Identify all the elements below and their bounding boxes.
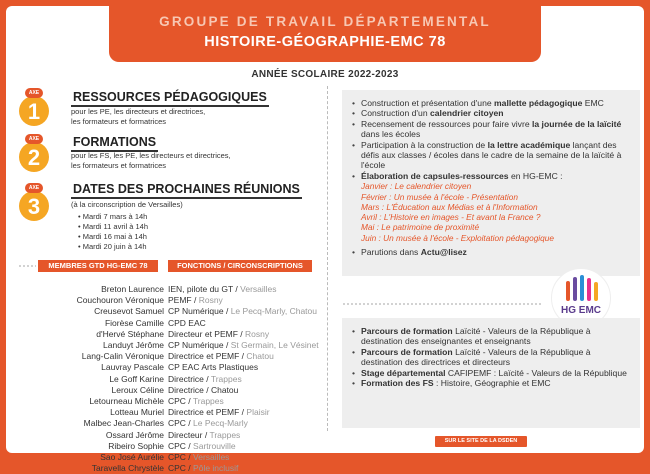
member-name: d'Hervé Stéphane: [96, 328, 164, 339]
member-function: [168, 351, 328, 362]
axe-label: AXE: [25, 134, 43, 144]
function-label: CP Numérique /: [168, 340, 229, 351]
axe-number: 2: [27, 145, 41, 170]
poster-card: [6, 6, 644, 474]
bullet-item: [352, 171, 632, 181]
bullet-bold: Élaboration de capsules-ressources: [361, 170, 509, 181]
functions-header: FONCTIONS / CIRCONSCRIPTIONS: [168, 260, 312, 272]
member-function: [168, 295, 328, 306]
bullet-item: [352, 378, 632, 388]
axe-1-title: RESSOURCES PÉDAGOGIQUES: [71, 90, 269, 107]
axe-1-badge: [19, 90, 49, 126]
raised-hands-icon: [552, 269, 610, 309]
axe-2-badge: [19, 136, 49, 172]
circonscription-label: Le Pecq-Marly, Chatou: [230, 306, 318, 317]
axe-number: 3: [27, 194, 41, 219]
bullet-bold: calendrier citoyen: [430, 108, 504, 119]
axe-1-text-line: pour les PE, les directeurs et directrices,: [71, 107, 206, 116]
axe-2-text: [71, 151, 231, 171]
bullet-text: Construction et présentation d'une: [361, 98, 495, 108]
axe-number: 1: [27, 99, 41, 124]
member-function: [168, 430, 328, 441]
member-function: [168, 396, 328, 407]
member-function: [168, 463, 328, 474]
function-label: CPD EAC: [168, 317, 206, 328]
function-label: CP Numérique /: [168, 306, 229, 317]
member-name: Sao José Aurélie: [100, 452, 164, 463]
capsule-item: Avril : L'Histoire en images - Et avant la France ?: [361, 212, 541, 223]
function-label: Directrice et PEMF /: [168, 351, 245, 362]
dotted-divider: [342, 302, 542, 306]
bullet-item: [352, 108, 632, 118]
bullet-bold: la lettre académique: [487, 139, 571, 150]
bullet-text: dans les écoles: [361, 129, 421, 140]
function-label: CPC /: [168, 463, 191, 474]
dsden-site-button[interactable]: SUR LE SITE DE LA DSDEN: [435, 436, 527, 447]
member-function: [168, 329, 328, 340]
circonscription-label: Sartrouville: [193, 440, 236, 451]
logo-text: HG EMC: [561, 305, 601, 316]
dotted-divider: [18, 264, 36, 268]
member-function: [168, 452, 328, 463]
function-label: CP EAC Arts Plastiques: [168, 362, 259, 373]
function-label: Directrice et PEMF /: [168, 407, 245, 418]
date-item: • Mardi 11 avril à 14h: [78, 222, 148, 232]
circonscription-label: Trappes: [210, 373, 242, 384]
title-banner: [109, 6, 541, 62]
member-name: Fiorèse Camille: [104, 317, 164, 328]
member-name: Taravella Chrystèle: [91, 463, 164, 474]
bullet-bold: Formation des FS: [361, 378, 434, 389]
capsule-item: Février : Un musée à l'école - Présentation: [361, 191, 518, 202]
members-column: [18, 284, 164, 474]
bullet-bold: mallette pédagogique: [494, 98, 583, 108]
member-name: Lauvray Pascale: [101, 362, 164, 373]
resources-panel: [342, 90, 640, 276]
member-name: Creusevot Samuel: [94, 306, 164, 317]
formations-list: [342, 318, 640, 388]
member-function: [168, 284, 328, 295]
circonscription-label: Chatou: [246, 351, 274, 362]
member-name: Letourneau Michèle: [89, 396, 164, 407]
axe-1-text: [71, 107, 205, 127]
meeting-dates: [78, 212, 148, 252]
axe-3-badge: [19, 185, 49, 221]
bullet-bold: Parcours de formation: [361, 326, 453, 336]
bullet-item: [352, 140, 632, 171]
bullet-bold: Stage départemental: [361, 367, 446, 378]
member-name: Ossard Jérôme: [105, 429, 164, 440]
member-function: [168, 340, 328, 351]
bullet-item: [352, 247, 632, 257]
bullet-text: Participation à la construction de: [361, 139, 488, 150]
bullet-item: [352, 347, 632, 368]
axe-label: AXE: [25, 88, 43, 98]
member-function: [168, 306, 328, 317]
capsule-item: Juin : Un musée à l'école - Exploitation pédagogique: [361, 232, 554, 243]
members-header: MEMBRES GTD HG-EMC 78: [38, 260, 158, 272]
function-label: CPC /: [168, 452, 191, 463]
function-label: Directeur /: [168, 429, 208, 440]
axe-label: AXE: [25, 183, 43, 193]
member-function: [168, 362, 328, 373]
axe-1-text-line: les formateurs et formatrices: [71, 117, 167, 126]
circonscription-label: St Germain, Le Vésinet: [230, 340, 319, 351]
title-line-1: GROUPE DE TRAVAIL DÉPARTEMENTAL: [159, 14, 491, 29]
circonscription-label: Rosny: [245, 328, 270, 339]
bullet-text: EMC: [582, 98, 604, 108]
bullet-text: Laïcité - Valeurs de la République à destination des enseignantes et enseignants: [361, 326, 591, 347]
bullet-text: lançant des défis aux classes / écoles dans le cadre de la semaine de la laïcité à l'école: [361, 139, 622, 171]
axe-3-title: DATES DES PROCHAINES RÉUNIONS: [71, 182, 302, 199]
capsule-item: Janvier : Le calendrier citoyen: [361, 181, 472, 192]
circonscription-label: Trappes: [192, 396, 224, 407]
circonscription-label: Trappes: [209, 429, 241, 440]
column-divider: [327, 86, 329, 431]
bullet-item: [352, 98, 632, 108]
bullet-text: Construction d'un: [361, 108, 430, 119]
member-function: [168, 385, 328, 396]
bullet-text: Parutions dans: [361, 247, 421, 258]
member-name: Lang-Calin Véronique: [81, 351, 164, 362]
member-name: Leroux Céline: [111, 384, 164, 395]
member-function: [168, 441, 328, 452]
title-line-2: HISTOIRE-GÉOGRAPHIE-EMC 78: [204, 34, 446, 50]
member-name: Couchouron Véronique: [76, 295, 164, 306]
function-label: Directeur et PEMF /: [168, 328, 243, 339]
circonscription-label: Rosny: [198, 295, 223, 306]
member-name: Le Goff Karine: [109, 373, 164, 384]
formations-panel: [342, 318, 640, 428]
bullet-item: [352, 326, 632, 347]
function-label: IEN, pilote du GT /: [168, 284, 238, 294]
axe-2-title: FORMATIONS: [71, 135, 158, 152]
axe-2-text-line: pour les FS, les PE, les directeurs et directrices,: [71, 151, 231, 160]
resources-list: [342, 90, 640, 257]
date-item: • Mardi 16 mai à 14h: [78, 232, 148, 242]
circonscription-label: Versailles: [193, 452, 230, 463]
member-name: Breton Laurence: [101, 284, 164, 294]
member-name: Landuyt Jérôme: [103, 340, 164, 351]
function-label: CPC /: [168, 418, 191, 429]
bullet-text: CAFIPEMF : Laïcité - Valeurs de la République: [445, 367, 627, 378]
member-function: [168, 318, 328, 329]
member-function: [168, 407, 328, 418]
function-label: CPC /: [168, 440, 191, 451]
axe-3-text: (à la circonscription de Versailles): [71, 200, 183, 209]
bullet-item: [352, 119, 632, 140]
axe-2-text-line: les formateurs et formatrices: [71, 161, 167, 170]
capsule-item: Mars : L'Éducation aux Médias et à l'Information: [361, 201, 538, 212]
date-item: • Mardi 7 mars à 14h: [78, 212, 148, 222]
bullet-text: Laïcité - Valeurs de la République à destination des directrices et directeurs: [361, 346, 591, 368]
bullet-text: Recensement de ressources pour faire vivre: [361, 118, 532, 129]
circonscription-label: Versailles: [240, 284, 277, 294]
bullet-bold: Parcours de formation: [361, 346, 453, 357]
bullet-text: en HG-EMC :: [508, 170, 563, 181]
bullet-bold: la journée de la laïcité: [532, 118, 622, 129]
function-label: PEMF /: [168, 295, 197, 306]
circonscription-label: Le Pecq-Marly: [193, 418, 248, 429]
member-name: Ribeiro Sophie: [108, 440, 164, 451]
circonscription-label: Pôle inclusif: [193, 463, 239, 474]
school-year: ANNÉE SCOLAIRE 2022-2023: [251, 69, 399, 80]
circonscription-label: Plaisir: [246, 407, 270, 418]
member-name: Lotteau Muriel: [110, 407, 164, 418]
member-name: Malbec Jean-Charles: [83, 418, 164, 429]
function-label: Directrice /: [168, 373, 209, 384]
functions-column: [168, 284, 328, 474]
function-label: CPC /: [168, 396, 191, 407]
date-item: • Mardi 20 juin à 14h: [78, 242, 148, 252]
function-label: Directrice / Chatou: [168, 384, 239, 395]
bullet-bold: Actu@lisez: [420, 247, 467, 258]
bullet-item: [352, 368, 632, 378]
member-function: [168, 418, 328, 429]
bullet-text: : Histoire, Géographie et EMC: [433, 378, 551, 389]
member-function: [168, 374, 328, 385]
capsule-item: Mai : Le patrimoine de proximité: [361, 222, 480, 233]
